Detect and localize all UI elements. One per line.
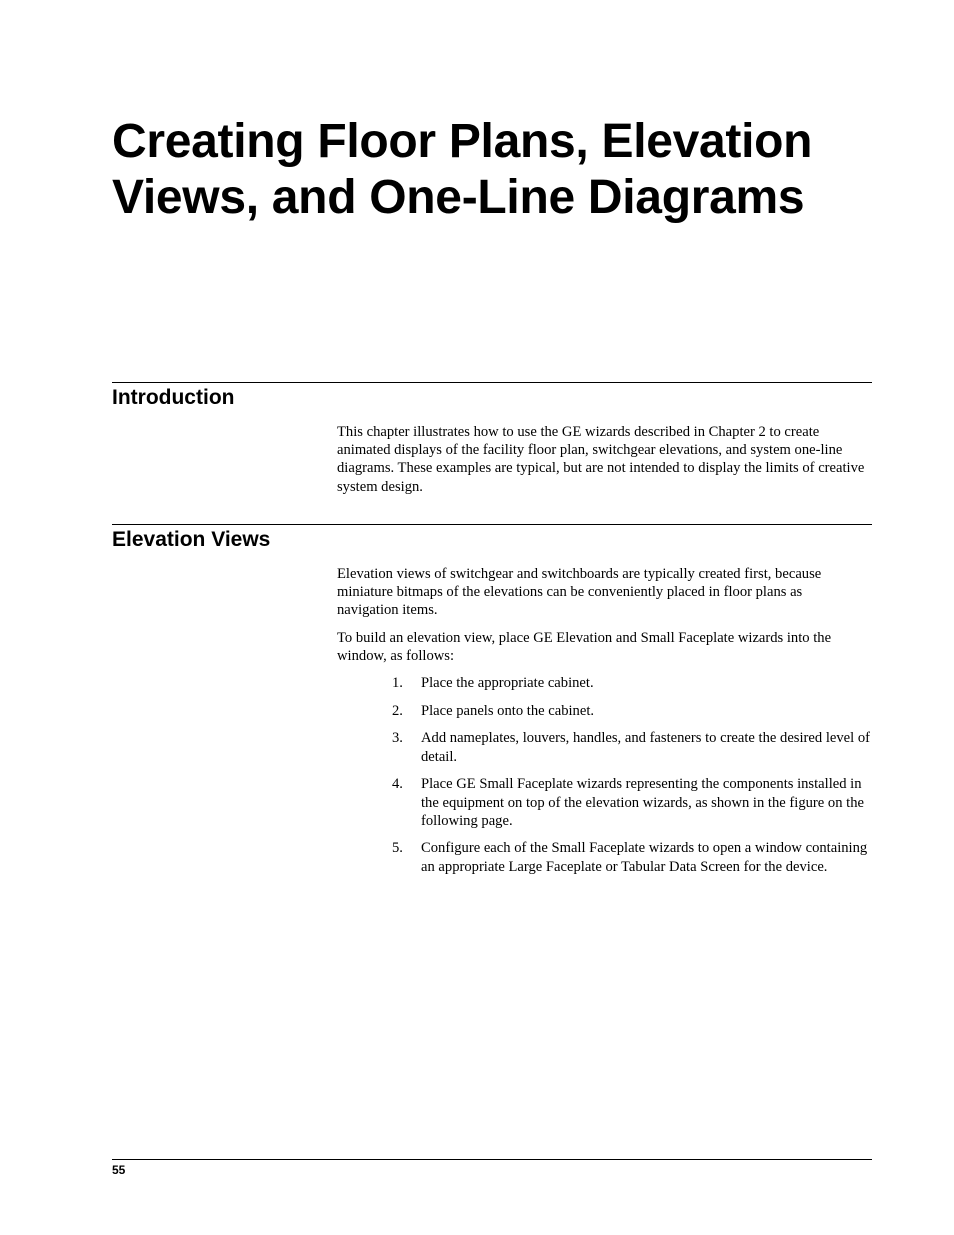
list-item [337, 775, 872, 830]
step-number: 4. [392, 776, 403, 793]
introduction-paragraph: This chapter illustrates how to use the GE wizards described in Chapter 2 to create animated displays of the facility floor plan, switchgear elevations, and system one-line diagrams. These examples are typical, but are not intended to display the limits of creative system design. [337, 424, 865, 495]
elevation-views-paragraph-2: To build an elevation view, place GE Elevation and Small Faceplate wizards into the window, as follows: [337, 630, 832, 665]
list-item [337, 702, 872, 720]
step-text: Add nameplates, louvers, handles, and fasteners to create the desired level of detail. [421, 730, 870, 765]
list-item [337, 729, 872, 765]
footer-divider [112, 1159, 872, 1160]
step-text: Place panels onto the cabinet. [421, 702, 595, 719]
step-text: Place GE Small Faceplate wizards representing the components installed in the equipment on top of the elevation wizards, as shown in the figure on the following page. [421, 776, 864, 829]
elevation-steps-list [337, 674, 872, 885]
step-text: Configure each of the Small Faceplate wizards to open a window containing an appropriate Large Faceplate or Tabular Data Screen for the device. [421, 840, 868, 875]
list-item [337, 839, 872, 875]
step-number: 3. [392, 730, 403, 747]
chapter-title-line-1: Creating Floor Plans, Elevation [112, 115, 813, 168]
introduction-heading: Introduction [112, 386, 235, 409]
step-text: Place the appropriate cabinet. [421, 675, 594, 691]
introduction-divider [112, 382, 872, 383]
step-number: 1. [392, 675, 403, 691]
page-number: 55 [112, 1163, 126, 1177]
chapter-title [112, 114, 872, 226]
elevation-views-divider [112, 524, 872, 525]
elevation-views-paragraph-1: Elevation views of switchgear and switchboards are typically created first, because miniature bitmaps of the elevations can be conveniently placed in floor plans as navigation items. [337, 566, 822, 619]
list-item [337, 674, 872, 692]
elevation-views-heading: Elevation Views [112, 528, 271, 551]
chapter-title-line-2: Views, and One-Line Diagrams [112, 171, 805, 224]
step-number: 2. [392, 702, 403, 719]
step-number: 5. [392, 840, 403, 857]
